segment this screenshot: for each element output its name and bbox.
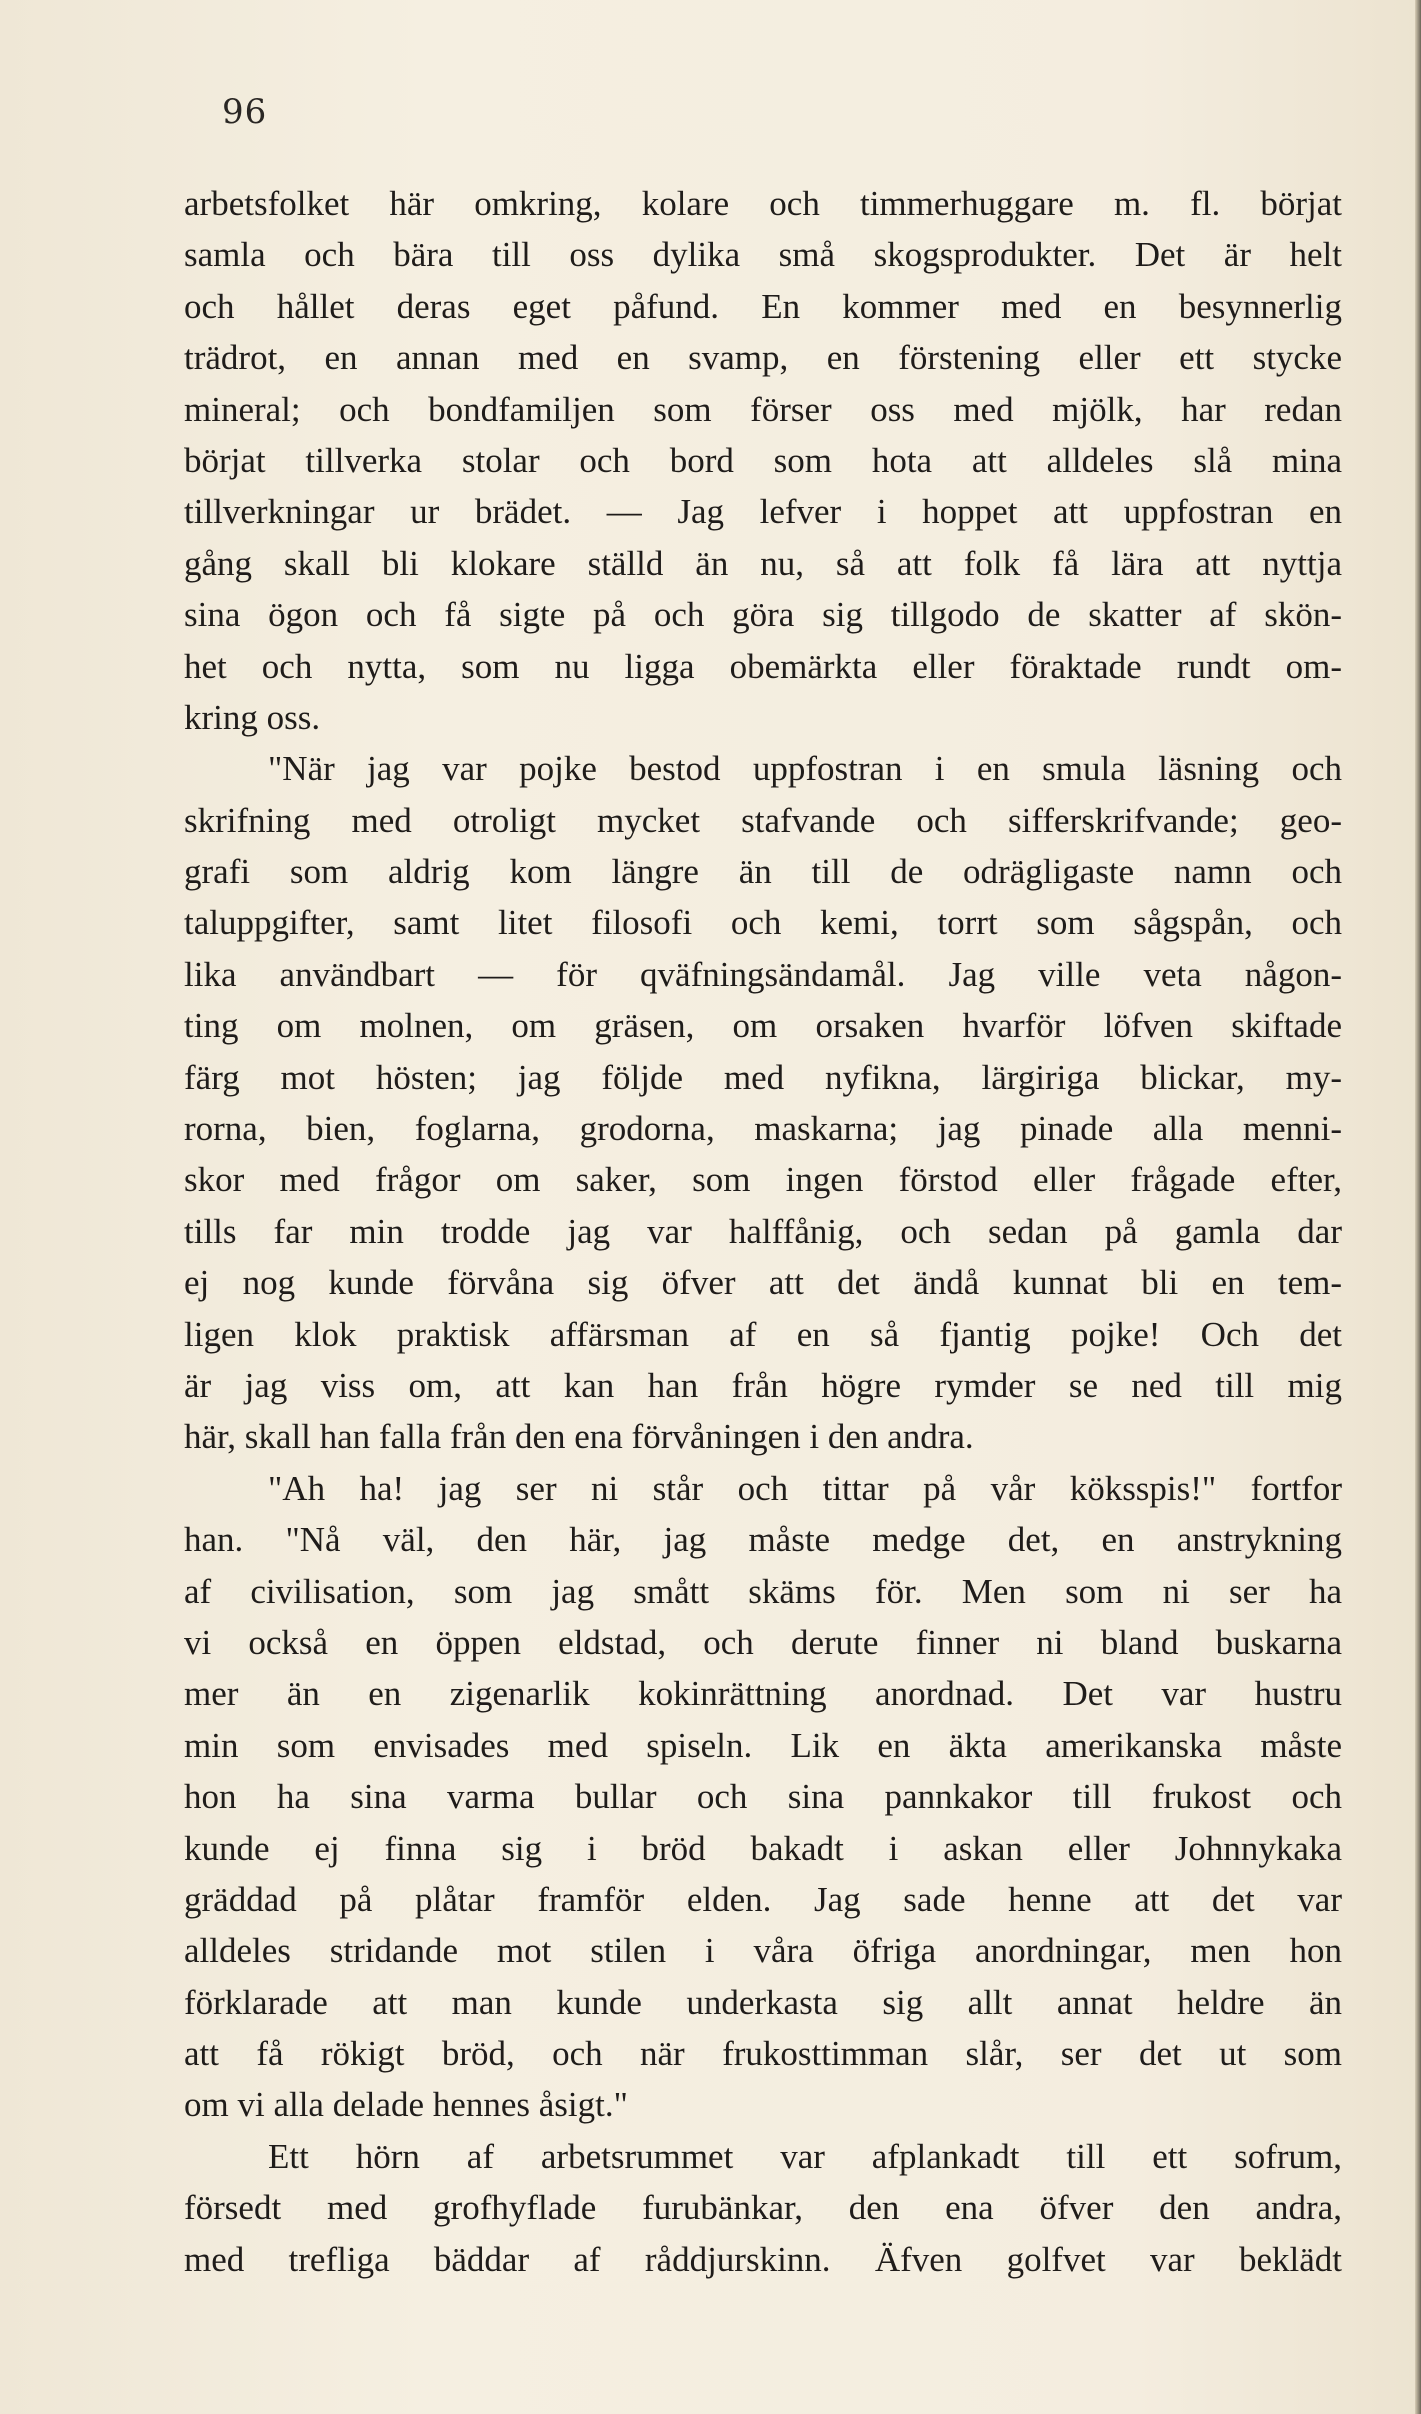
text-line: mer än en zigenarlik kokinrättning anordnad. Det var hustru [184,1674,1342,1714]
text-line: lika användbart — för qväfningsändamål. Jag ville veta någon- [184,954,1342,994]
text-line: och hållet deras eget påfund. En kommer med en besynnerlig [184,286,1342,326]
text-line: med trefliga bäddar af råddjurskinn. Äfven golfvet var beklädt [184,2239,1342,2279]
text-line: tills far min trodde jag var halffånig, och sedan på gamla dar [184,1211,1342,1251]
text-line: mineral; och bondfamiljen som förser oss med mjölk, har redan [184,389,1342,429]
text-line: ting om molnen, om gräsen, om orsaken hvarför löfven skiftade [184,1006,1342,1046]
text-line: taluppgifter, samt litet filosofi och kemi, torrt som sågspån, och [184,903,1342,943]
text-line: min som envisades med spiseln. Lik en äkta amerikanska måste [184,1725,1342,1765]
text-line: han. "Nå väl, den här, jag måste medge det, en anstrykning [184,1520,1342,1560]
text-line: arbetsfolket här omkring, kolare och timmerhuggare m. fl. börjat [184,184,1342,223]
text-line: att få rökigt bröd, och när frukosttimman slår, ser det ut som [184,2034,1342,2074]
text-line: "När jag var pojke bestod uppfostran i en smula läsning och [268,749,1342,789]
text-line: förklarade att man kunde underkasta sig allt annat heldre än [184,1982,1342,2022]
text-line: försedt med grofhyflade furubänkar, den ena öfver den andra, [184,2188,1342,2228]
text-line: Ett hörn af arbetsrummet var afplankadt till ett sofrum, [268,2136,1342,2176]
page-edge-shadow [1415,0,1421,2414]
text-line: är jag viss om, att kan han från högre rymder se ned till mig [184,1365,1342,1405]
text-line: här, skall han falla från den ena förvåningen i den andra. [184,1417,974,1457]
text-line: samla och bära till oss dylika små skogsprodukter. Det är helt [184,235,1342,275]
text-line: kunde ej finna sig i bröd bakadt i askan eller Johnnykaka [184,1828,1342,1868]
text-line: ej nog kunde förvåna sig öfver att det ändå kunnat bli en tem- [184,1263,1342,1303]
text-line: gräddad på plåtar framför elden. Jag sade henne att det var [184,1879,1342,1919]
body-text [184,178,1342,2285]
text-line: "Ah ha! jag ser ni står och tittar på vår köksspis!" fortfor [268,1468,1342,1508]
page-number: 96 [222,92,268,132]
text-line: sina ögon och få sigte på och göra sig tillgodo de skatter af skön- [184,595,1342,635]
text-line: skor med frågor om saker, som ingen förstod eller frågade efter, [184,1160,1342,1200]
text-line: om vi alla delade hennes åsigt." [184,2085,628,2125]
text-line: vi också en öppen eldstad, och derute finner ni bland buskarna [184,1622,1342,1662]
text-line: gång skall bli klokare ställd än nu, så att folk få lära att nyttja [184,543,1342,583]
text-line: färg mot hösten; jag följde med nyfikna, lärgiriga blickar, my- [184,1057,1342,1097]
text-line: tillverkningar ur brädet. — Jag lefver i hoppet att uppfostran en [184,492,1342,532]
text-line: ligen klok praktisk affärsman af en så fjantig pojke! Och det [184,1314,1342,1354]
text-line: börjat tillverka stolar och bord som hota att alldeles slå mina [184,440,1342,480]
text-line: trädrot, en annan med en svamp, en förstening eller ett stycke [184,338,1342,378]
text-line: skrifning med otroligt mycket stafvande och sifferskrifvande; geo- [184,800,1342,840]
text-line: hon ha sina varma bullar och sina pannkakor till frukost och [184,1777,1342,1817]
text-line: af civilisation, som jag smått skäms för. Men som ni ser ha [184,1571,1342,1611]
text-line: kring oss. [184,697,321,737]
text-line: het och nytta, som nu ligga obemärkta eller föraktade rundt om- [184,646,1342,686]
text-line: grafi som aldrig kom längre än till de odrägligaste namn och [184,852,1342,892]
text-line: rorna, bien, foglarna, grodorna, maskarna; jag pinade alla menni- [184,1109,1342,1149]
text-line: alldeles stridande mot stilen i våra öfriga anordningar, men hon [184,1931,1342,1971]
